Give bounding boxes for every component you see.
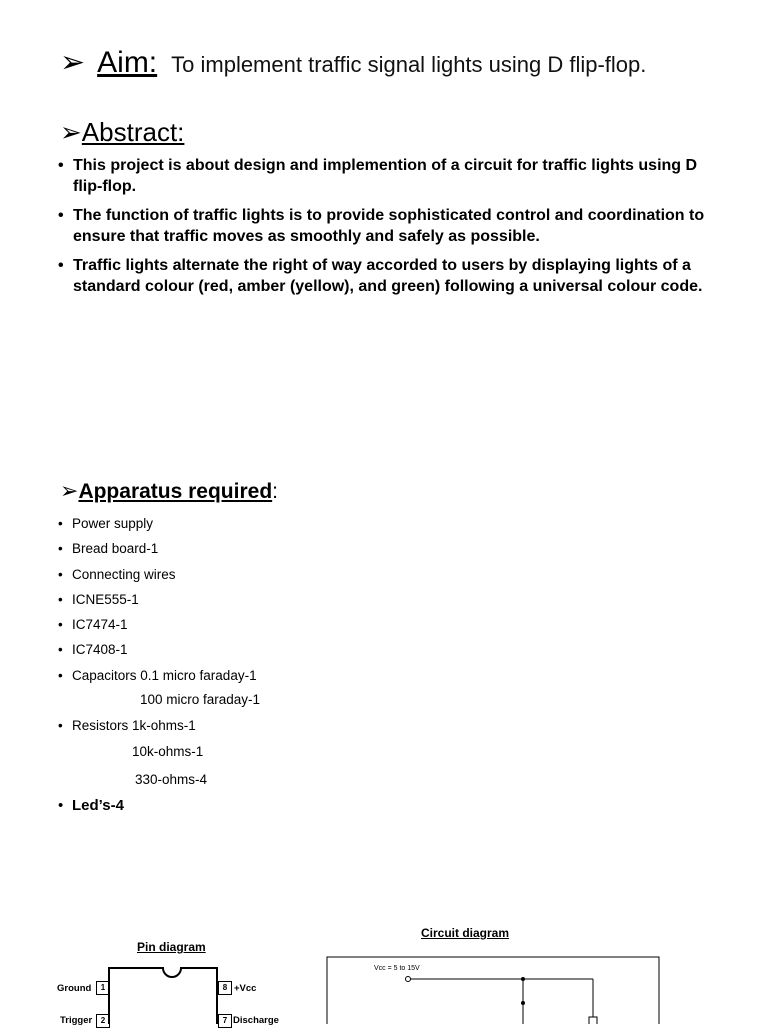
apparatus-item: • Power supply — [58, 515, 257, 540]
apparatus-item: • IC7474-1 — [58, 616, 257, 641]
abstract-list — [58, 155, 718, 305]
circuit-diagram-title: Circuit diagram — [421, 926, 510, 940]
pin-number-7: 7 — [218, 1014, 232, 1028]
apparatus-colon: : — [272, 480, 278, 503]
arrow-bullet-icon: ➢ — [60, 46, 86, 79]
ic-555-chip — [108, 962, 218, 1024]
pin-diagram-title: Pin diagram — [137, 940, 206, 954]
vcc-label: Vcc = 5 to 15V — [374, 965, 420, 972]
arrow-bullet-icon: ➢ — [60, 117, 82, 147]
pin-label-ground: Ground — [57, 983, 92, 994]
aim-heading — [60, 46, 646, 80]
pin-label-discharge: Discharge — [233, 1015, 279, 1026]
apparatus-item: • Capacitors 0.1 micro faraday-1 — [58, 667, 257, 692]
abstract-bullet: • This project is about design and implemention of a circuit for traffic lights using D flip-flop. — [58, 155, 718, 197]
apparatus-label: Apparatus required — [78, 480, 273, 503]
apparatus-item: • Resistors 1k-ohms-1 — [58, 717, 196, 742]
capacitor-extra: 100 micro faraday-1 — [140, 692, 261, 707]
pin-label-trigger: Trigger — [60, 1015, 93, 1026]
apparatus-item: • Connecting wires — [58, 566, 257, 591]
pin-number-8: 8 — [218, 981, 232, 995]
resistor-extra-1: 10k-ohms-1 — [132, 744, 204, 759]
apparatus-heading — [60, 480, 278, 504]
abstract-label: Abstract: — [81, 117, 185, 147]
pin-number-1: 1 — [96, 981, 110, 995]
resistor-extra-2: 330-ohms-4 — [135, 772, 208, 787]
abstract-bullet: • Traffic lights alternate the right of way accorded to users by displaying lights of a standard colour (red, amber (yellow), and green) following a universal colour code. — [58, 255, 718, 297]
apparatus-item: • Bread board-1 — [58, 540, 257, 565]
aim-label: Aim: — [97, 46, 158, 79]
aim-text: To implement traffic signal lights using D flip-flop. — [171, 52, 647, 77]
abstract-bullet: • The function of traffic lights is to provide sophisticated control and coordination to ensure that traffic moves as smoothly and safely as possible. — [58, 205, 718, 247]
pin-label-vcc: +Vcc — [234, 983, 257, 994]
arrow-bullet-icon: ➢ — [60, 478, 79, 503]
apparatus-item: • ICNE555-1 — [58, 591, 257, 616]
leds-item: • Led’s-4 — [58, 797, 124, 814]
pin-number-2: 2 — [96, 1014, 110, 1028]
apparatus-list-resistors — [58, 717, 196, 742]
abstract-heading — [60, 117, 184, 148]
apparatus-item: • IC7408-1 — [58, 641, 257, 666]
apparatus-list — [58, 515, 257, 692]
